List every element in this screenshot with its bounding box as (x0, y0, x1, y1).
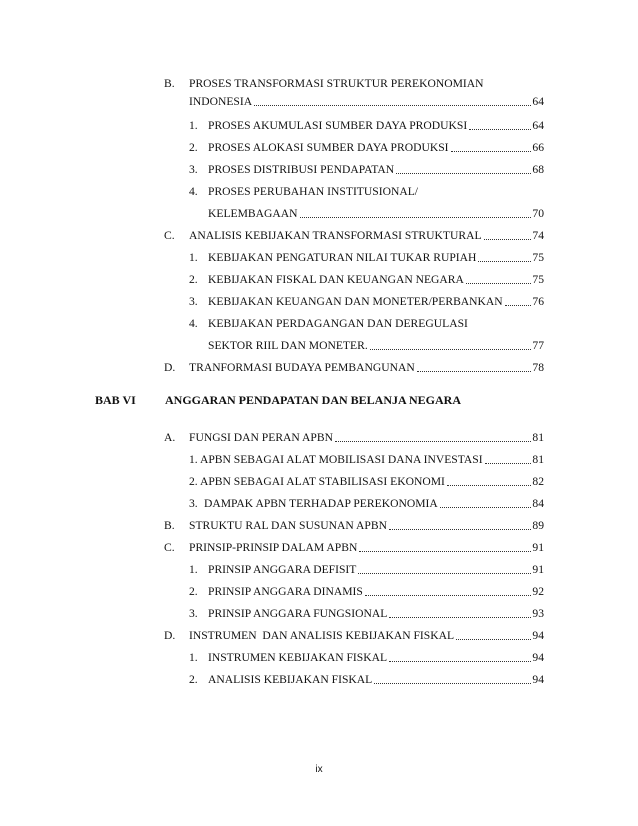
toc-entry-vi-c[interactable] (164, 540, 544, 556)
toc-entry-c2[interactable] (189, 272, 544, 288)
toc-entry-c4-line1 (189, 316, 468, 332)
chapter-heading-bab-vi[interactable] (95, 393, 461, 408)
toc-entry-title: ANALISIS KEBIJAKAN TRANSFORMASI STRUKTURAL (189, 229, 482, 242)
toc-page-number: 68 (532, 163, 544, 176)
toc-page-number: 75 (532, 251, 544, 264)
chapter-label: BAB VI (95, 393, 136, 407)
toc-entry-title: SEKTOR RIIL DAN MONETER. (208, 339, 368, 352)
toc-entry-prefix: 3. (189, 607, 198, 620)
toc-entry-prefix: 2. (189, 273, 198, 286)
toc-page-number: 64 (532, 119, 544, 132)
toc-entry-vi-b[interactable] (164, 518, 544, 534)
dot-leader (254, 105, 531, 106)
toc-entry-prefix: 2. (189, 673, 198, 686)
toc-entry-vi-c1[interactable] (189, 562, 544, 578)
toc-entry-vi-a[interactable] (164, 430, 544, 446)
dot-leader (469, 129, 531, 130)
toc-entry-b1[interactable] (189, 118, 544, 134)
toc-entry-title: TRANFORMASI BUDAYA PEMBANGUNAN (189, 361, 415, 374)
dot-leader (466, 283, 531, 284)
toc-entry-vi-c2[interactable] (189, 584, 544, 600)
toc-entry-title: KEBIJAKAN KEUANGAN DAN MONETER/PERBANKAN (208, 295, 503, 308)
toc-entry-title: PROSES AKUMULASI SUMBER DAYA PRODUKSI (208, 119, 468, 132)
toc-page-number: 84 (532, 497, 544, 510)
toc-entry-prefix: 3. (189, 163, 198, 176)
toc-entry-title: PROSES ALOKASI SUMBER DAYA PRODUKSI (208, 141, 449, 154)
toc-entry-prefix: 2. (189, 585, 198, 598)
toc-page-number: 70 (532, 207, 544, 220)
toc-entry-prefix: C. (164, 541, 175, 554)
toc-entry-c3[interactable] (189, 294, 544, 310)
toc-entry-vi-d[interactable] (164, 628, 544, 644)
dot-leader (389, 529, 531, 530)
toc-entry-title: INDONESIA (189, 95, 253, 108)
toc-page-number: 78 (532, 361, 544, 374)
toc-entry-prefix: 1. (189, 563, 198, 576)
toc-page-number: 74 (532, 229, 544, 242)
toc-page-number: 94 (532, 629, 544, 642)
toc-entry-vi-a3[interactable] (189, 496, 544, 512)
dot-leader (300, 217, 532, 218)
toc-entry-title: INSTRUMEN DAN ANALISIS KEBIJAKAN FISKAL (189, 629, 455, 642)
toc-entry-vi-c3[interactable] (189, 606, 544, 622)
dot-leader (335, 441, 531, 442)
dot-leader (505, 305, 532, 306)
toc-entry-prefix: C. (164, 229, 175, 242)
toc-entry-prefix: 3. (189, 295, 198, 308)
toc-entry-c4-line2[interactable] (208, 338, 544, 354)
dot-leader (396, 173, 531, 174)
toc-entry-prefix: 4. (189, 317, 198, 330)
toc-page-number: 75 (532, 273, 544, 286)
toc-entry-title: KEBIJAKAN PERDAGANGAN DAN DEREGULASI (208, 317, 468, 330)
toc-entry-title: 2. APBN SEBAGAI ALAT STABILISASI EKONOMI (189, 475, 445, 488)
dot-leader (374, 683, 531, 684)
toc-entry-prefix: 4. (189, 185, 198, 198)
dot-leader (447, 485, 532, 486)
dot-leader (359, 551, 531, 552)
toc-page-number: 76 (532, 295, 544, 308)
toc-page-number: 82 (532, 475, 544, 488)
dot-leader (389, 661, 531, 662)
toc-entry-prefix: D. (164, 629, 176, 642)
toc-entry-prefix: B. (164, 77, 175, 90)
toc-entry-title: PRINSIP ANGGARA DINAMIS (208, 585, 363, 598)
toc-page-number: 77 (532, 339, 544, 352)
toc-entry-vi-a1[interactable] (189, 452, 544, 468)
toc-entry-b-line2[interactable] (189, 94, 544, 110)
toc-entry-title: KEBIJAKAN FISKAL DAN KEUANGAN NEGARA (208, 273, 464, 286)
dot-leader (485, 463, 532, 464)
toc-page-number: 91 (532, 563, 544, 576)
toc-page-number: 64 (532, 95, 544, 108)
toc-entry-title: DAMPAK APBN TERHADAP PEREKONOMIA (204, 497, 438, 510)
toc-entry-prefix: 1. (189, 651, 198, 664)
toc-entry-title: KELEMBAGAAN (208, 207, 298, 220)
toc-entry-title: PRINSIP-PRINSIP DALAM APBN (189, 541, 358, 554)
toc-entry-title: ANALISIS KEBIJAKAN FISKAL (208, 673, 373, 686)
toc-page-number: 89 (532, 519, 544, 532)
toc-page-number: 93 (532, 607, 544, 620)
toc-entry-c[interactable] (164, 228, 544, 244)
toc-entry-prefix: D. (164, 361, 176, 374)
toc-entry-prefix: 1. (189, 251, 198, 264)
toc-entry-b2[interactable] (189, 140, 544, 156)
toc-entry-title: PROSES DISTRIBUSI PENDAPATAN (208, 163, 395, 176)
toc-entry-title: STRUKTU RAL DAN SUSUNAN APBN (189, 519, 387, 532)
toc-entry-d[interactable] (164, 360, 544, 376)
toc-entry-b4-line1 (189, 184, 418, 200)
toc-page-number: 81 (532, 453, 544, 466)
dot-leader (365, 595, 532, 596)
page-number-footer: ix (315, 764, 323, 775)
toc-page-number: 66 (532, 141, 544, 154)
toc-entry-title: INSTRUMEN KEBIJAKAN FISKAL (208, 651, 388, 664)
toc-entry-prefix: A. (164, 431, 176, 444)
toc-page-number: 92 (532, 585, 544, 598)
toc-entry-title: PROSES TRANSFORMASI STRUKTUR PEREKONOMIAN (189, 77, 484, 90)
dot-leader (417, 371, 532, 372)
toc-page-number: 91 (532, 541, 544, 554)
dot-leader (389, 617, 531, 618)
toc-entry-prefix: 3. (189, 497, 198, 510)
toc-entry-b3[interactable] (189, 162, 544, 178)
toc-entry-title: PRINSIP ANGGARA DEFISIT (208, 563, 357, 576)
toc-page-number: 94 (532, 673, 544, 686)
dot-leader (456, 639, 531, 640)
toc-entry-title: FUNGSI DAN PERAN APBN (189, 431, 333, 444)
dot-leader (358, 573, 531, 574)
dot-leader (451, 151, 532, 152)
dot-leader (478, 261, 531, 262)
toc-entry-prefix: 1. (189, 119, 198, 132)
toc-entry-b-line1 (164, 76, 484, 92)
toc-entry-vi-a2[interactable] (189, 474, 544, 490)
toc-page-number: 81 (532, 431, 544, 444)
toc-entry-vi-d1[interactable] (189, 650, 544, 666)
toc-entry-title: KEBIJAKAN PENGATURAN NILAI TUKAR RUPIAH (208, 251, 477, 264)
toc-entry-prefix: 2. (189, 141, 198, 154)
chapter-title: ANGGARAN PENDAPATAN DAN BELANJA NEGARA (165, 393, 462, 407)
dot-leader (484, 239, 532, 240)
toc-entry-title: PRINSIP ANGGARA FUNGSIONAL (208, 607, 388, 620)
toc-entry-prefix: B. (164, 519, 175, 532)
toc-entry-c1[interactable] (189, 250, 544, 266)
toc-page-number: 94 (532, 651, 544, 664)
dot-leader (440, 507, 532, 508)
toc-entry-title: PROSES PERUBAHAN INSTITUSIONAL/ (208, 185, 418, 198)
toc-entry-vi-d2[interactable] (189, 672, 544, 688)
dot-leader (370, 349, 532, 350)
toc-entry-title: 1. APBN SEBAGAI ALAT MOBILISASI DANA INVESTASI (189, 453, 483, 466)
toc-entry-b4-line2[interactable] (208, 206, 544, 222)
